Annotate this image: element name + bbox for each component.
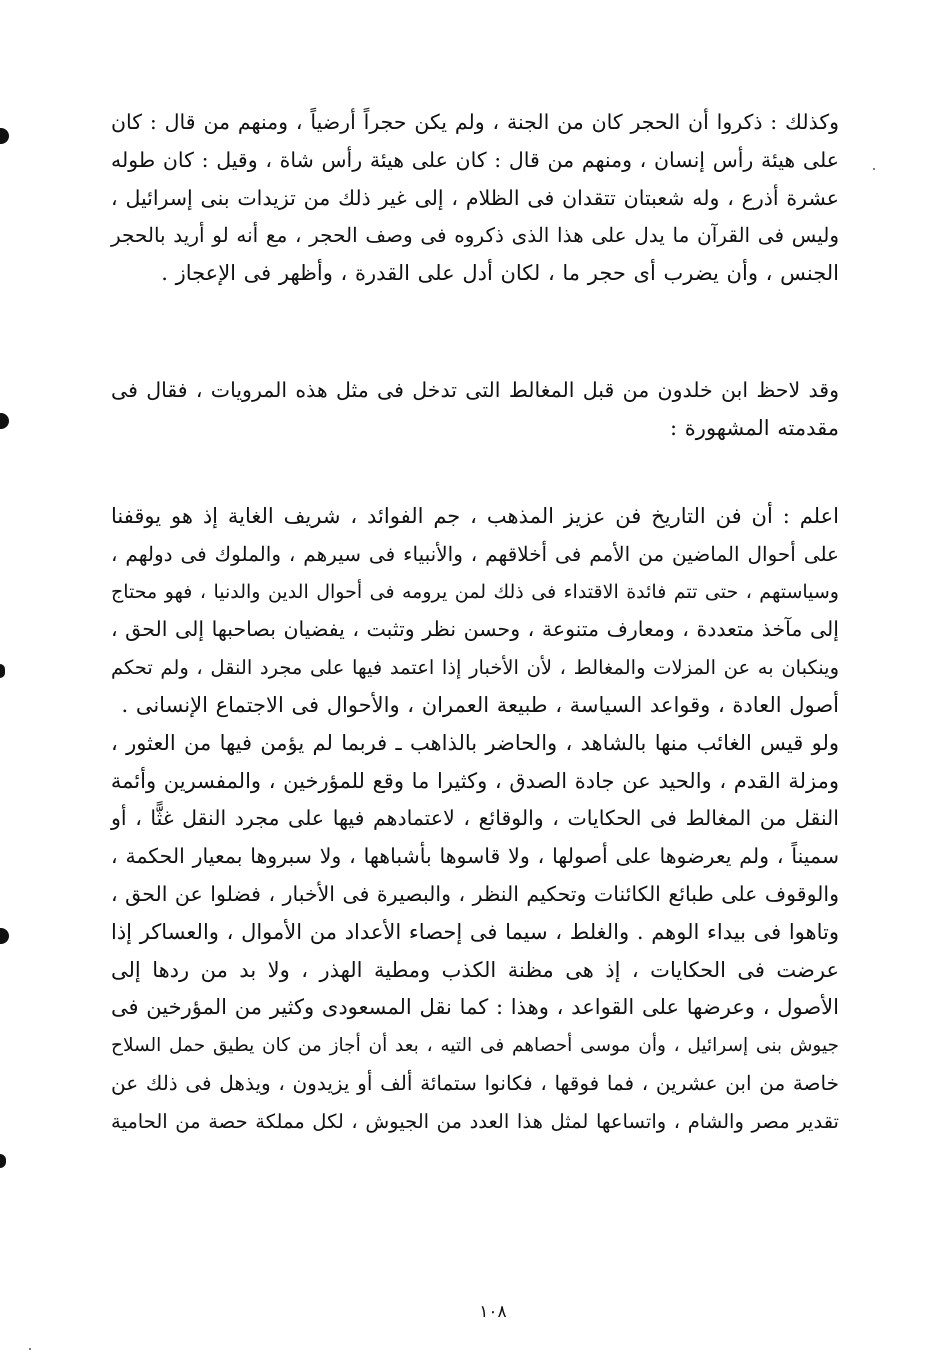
punch-hole-mark [0, 413, 9, 429]
text-line: اعلم : أن فن التاريخ فن عزيز المذهب ، جم الفوائد ، شريف الغاية إذ هو يوقفنا [111, 504, 839, 528]
text-line: الجنس ، وأن يضرب أى حجر ما ، لكان أدل على القدرة ، وأظهر فى الإعجاز . [161, 261, 839, 286]
text-line: الأصول ، وعرضها على القواعد ، وهذا : كما نقل المسعودى وكثير من المؤرخين فى [111, 995, 839, 1020]
punch-hole-mark [0, 1154, 6, 1168]
scan-speck [873, 168, 875, 170]
paragraph-1 [111, 104, 839, 293]
text-line: عرضت فى الحكايات ، إذ هى مظنة الكذب ومطية الهذر ، ولا بد من ردها إلى [111, 957, 839, 982]
text-line: عشرة أذرع ، وله شعبتان تتقدان فى الظلام ، إلى غير ذلك من تزيدات بنى إسرائيل ، [111, 185, 839, 210]
text-line: ومزلة القدم ، والحيد عن جادة الصدق ، وكثيرا ما وقع للمؤرخين ، والمفسرين وأئمة [110, 768, 839, 793]
text-line: النقل من المغالط فى الحكايات ، والوقائع ، لاعتمادهم فيها على مجرد النقل غثًّا ، أو [111, 806, 839, 831]
page-number: ١٠٨ [479, 1302, 507, 1322]
text-line: وكذلك : ذكروا أن الحجر كان من الجنة ، ولم يكن حجراً أرضياً ، ومنهم من قال : كان [111, 110, 839, 134]
text-line: والوقوف على طبائع الكائنات وتحكيم النظر ، والبصيرة فى الأخبار ، فضلوا عن الحق ، [111, 881, 839, 906]
punch-hole-mark [0, 928, 9, 944]
text-line: وسياستهم ، حتى تتم فائدة الاقتداء فى ذلك لمن يرومه فى أحوال الدين والدنيا ، فهو محتاج [111, 580, 839, 603]
text-line: أصول العادة ، وقواعد السياسة ، طبيعة العمران ، والأحوال فى الاجتماع الإنسانى . [121, 692, 839, 717]
paragraph-2 [111, 372, 839, 448]
text-line: على أحوال الماضين من الأمم فى أخلاقهم ، والأنبياء فى سيرهم ، والملوك فى دولهم ، [111, 541, 839, 566]
paragraph-3-quotation [111, 498, 839, 1141]
text-line: خاصة من ابن عشرين ، فما فوقها ، فكانوا ستمائة ألف أو يزيدون ، ويذهل فى ذلك عن [111, 1070, 839, 1095]
text-line: وينكبان به عن المزلات والمغالط ، لأن الأخبار إذا اعتمد فيها على مجرد النقل ، ولم تحكم [111, 656, 839, 680]
text-line: وليس فى القرآن ما يدل على هذا الذى ذكروه فى وصف الحجر ، مع أنه لو أريد بالحجر [111, 223, 839, 248]
text-line: سميناً ، ولم يعرضوها على أصولها ، ولا قاسوها بأشباهها ، ولا سبروها بمعيار الحكمة ، [111, 844, 839, 869]
text-line: وتاهوا فى بيداء الوهم . والغلط ، سيما فى إحصاء الأعداد من الأموال ، والعساكر إذا [111, 919, 839, 944]
scan-speck [29, 1348, 31, 1350]
text-line: جيوش بنى إسرائيل ، وأن موسى أحصاهم فى التيه ، بعد أن أجاز من كان يطيق حمل السلاح [111, 1035, 839, 1057]
text-line: وقد لاحظ ابن خلدون من قبل المغالط التى تدخل فى مثل هذه المرويات ، فقال فى [111, 378, 839, 402]
text-line: على هيئة رأس إنسان ، ومنهم من قال : كان على هيئة رأس شاة ، وقيل : كان طوله [111, 147, 839, 172]
text-line: مقدمته المشهورة : [670, 415, 839, 440]
punch-hole-mark [0, 664, 5, 678]
text-line: ولو قيس الغائب منها بالشاهد ، والحاضر بالذاهب ـ فربما لم يؤمن فيها من العثور ، [111, 730, 839, 755]
text-line: تقدير مصر والشام ، واتساعها لمثل هذا العدد من الجيوش ، لكل مملكة حصة من الحامية [111, 1109, 839, 1133]
text-line: إلى مآخذ متعددة ، ومعارف متنوعة ، وحسن نظر وتثبت ، يفضيان بصاحبها إلى الحق ، [111, 617, 839, 642]
punch-hole-mark [0, 128, 9, 144]
